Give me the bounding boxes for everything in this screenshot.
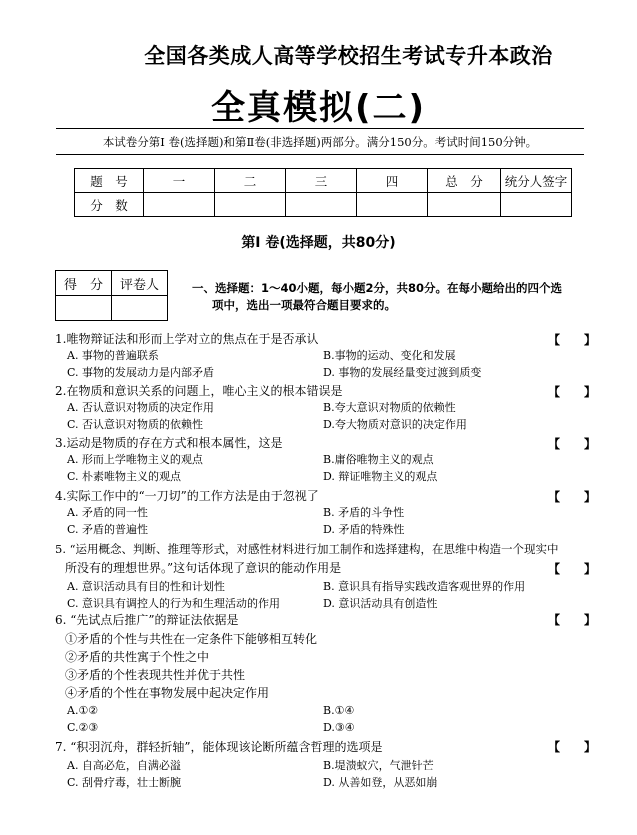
question-6 <box>55 611 595 736</box>
top-rule <box>56 128 584 129</box>
section-instruction <box>192 280 592 314</box>
option-c: C.②③ <box>67 721 99 734</box>
question-5 <box>55 540 595 612</box>
option-b: B.事物的运动、变化和发展 <box>323 349 456 362</box>
question-stem: 5. “运用概念、判断、推理等形式，对感性材料进行加工制作和选择建构，在思维中构造一个现实中 <box>55 542 559 556</box>
score-cell-3: 三 <box>286 169 357 193</box>
option-d: D.③④ <box>323 721 355 734</box>
statement-3: ③矛盾的个性表现共性并优于共性 <box>65 668 246 682</box>
option-c: C. 否认意识对物质的依赖性 <box>67 418 204 431</box>
option-d: D. 矛盾的特殊性 <box>323 523 405 536</box>
score-cell-signature: 统分人签字 <box>501 169 572 193</box>
option-d: D. 辩证唯物主义的观点 <box>323 470 438 483</box>
question-1 <box>55 331 595 381</box>
grader-name-label: 评卷人 <box>112 271 168 296</box>
option-d: D.夸大物质对意识的决定作用 <box>323 418 467 431</box>
question-stem: 4.实际工作中的“一刀切”的工作方法是由于忽视了 <box>55 489 319 503</box>
grader-score-label: 得 分 <box>56 271 112 296</box>
option-c: C. 刮骨疗毒，壮士断腕 <box>67 776 182 789</box>
bottom-rule <box>56 154 584 155</box>
option-a: A.①② <box>67 704 99 717</box>
option-c: C. 意识具有调控人的行为和生理活动的作用 <box>67 597 281 610</box>
statement-1: ①矛盾的个性与共性在一定条件下能够相互转化 <box>65 632 318 646</box>
score-table-header-row <box>75 169 572 193</box>
exam-title: 全国各类成人高等学校招生考试专升本政治 <box>144 44 553 68</box>
answer-bracket: 【 】 <box>548 613 597 627</box>
option-b: B.堤溃蚁穴，气泄针芒 <box>323 759 434 772</box>
score-cell-2: 二 <box>215 169 286 193</box>
question-4 <box>55 488 595 538</box>
option-a: A. 矛盾的同一性 <box>67 506 148 519</box>
statement-2: ②矛盾的共性寓于个性之中 <box>65 650 210 664</box>
option-d: D. 从善如登，从恶如崩 <box>323 776 438 789</box>
question-stem: 2.在物质和意识关系的问题上，唯心主义的根本错误是 <box>55 384 343 398</box>
instruction-line-1: 一、选择题：1～40小题，每小题2分，共80分。在每小题给出的四个选 <box>192 281 563 295</box>
score-row-label: 分 数 <box>75 193 144 217</box>
exam-subtitle: 全真模拟(二) <box>210 88 427 128</box>
grader-blank <box>56 296 112 321</box>
statement-4: ④矛盾的个性在事物发展中起决定作用 <box>65 686 270 700</box>
answer-bracket: 【 】 <box>548 740 597 754</box>
question-stem: 3.运动是物质的存在方式和根本属性，这是 <box>55 436 283 450</box>
question-stem: 6. “先试点后推广”的辩证法依据是 <box>55 613 239 627</box>
score-blank <box>286 193 357 217</box>
instruction-line-2: 项中，选出一项最符合题目要求的。 <box>212 298 396 312</box>
score-cell-1: 一 <box>144 169 215 193</box>
option-a: A. 事物的普遍联系 <box>67 349 159 362</box>
score-blank <box>428 193 501 217</box>
option-b: B.①④ <box>323 704 355 717</box>
option-a: A. 形而上学唯物主义的观点 <box>67 453 203 466</box>
option-a: A. 意识活动具有目的性和计划性 <box>67 580 225 593</box>
question-3 <box>55 435 595 485</box>
score-table-score-row <box>75 193 572 217</box>
option-c: C. 矛盾的普遍性 <box>67 523 149 536</box>
question-2 <box>55 383 595 433</box>
answer-bracket: 【 】 <box>548 333 597 347</box>
option-b: B. 矛盾的斗争性 <box>323 506 405 519</box>
answer-bracket: 【 】 <box>548 562 597 576</box>
score-cell-total: 总 分 <box>428 169 501 193</box>
score-blank <box>144 193 215 217</box>
part-title: 第Ⅰ 卷(选择题，共80分) <box>241 235 396 251</box>
option-c: C. 事物的发展动力是内部矛盾 <box>67 366 215 379</box>
question-stem: 1.唯物辩证法和形而上学对立的焦点在于是否承认 <box>55 332 319 346</box>
option-a: A. 否认意识对物质的决定作用 <box>67 401 214 414</box>
question-stem-continued: 所没有的理想世界。”这句话体现了意识的能动作用是 <box>65 561 342 575</box>
question-stem: 7. “积羽沉舟，群轻折轴”，能体现该论断所蕴含哲理的选项是 <box>55 740 383 754</box>
question-7 <box>55 738 595 791</box>
score-blank <box>215 193 286 217</box>
option-b: B.庸俗唯物主义的观点 <box>323 453 434 466</box>
answer-bracket: 【 】 <box>548 437 597 451</box>
option-d: D. 事物的发展经量变过渡到质变 <box>323 366 482 379</box>
score-blank <box>357 193 428 217</box>
option-d: D. 意识活动具有创造性 <box>323 597 438 610</box>
score-blank <box>501 193 572 217</box>
answer-bracket: 【 】 <box>548 490 597 504</box>
score-cell-4: 四 <box>357 169 428 193</box>
option-b: B.夸大意识对物质的依赖性 <box>323 401 456 414</box>
exam-notice: 本试卷分第Ⅰ 卷(选择题)和第Ⅱ卷(非选择题)两部分。满分150分。考试时间150分钟。 <box>102 135 538 149</box>
score-table <box>74 168 572 217</box>
score-cell-label: 题 号 <box>75 169 144 193</box>
answer-bracket: 【 】 <box>548 385 597 399</box>
grader-table <box>55 270 168 321</box>
grader-blank <box>112 296 168 321</box>
option-b: B. 意识具有指导实践改造客观世界的作用 <box>323 580 526 593</box>
option-c: C. 朴素唯物主义的观点 <box>67 470 182 483</box>
option-a: A. 自高必危，自满必溢 <box>67 759 181 772</box>
